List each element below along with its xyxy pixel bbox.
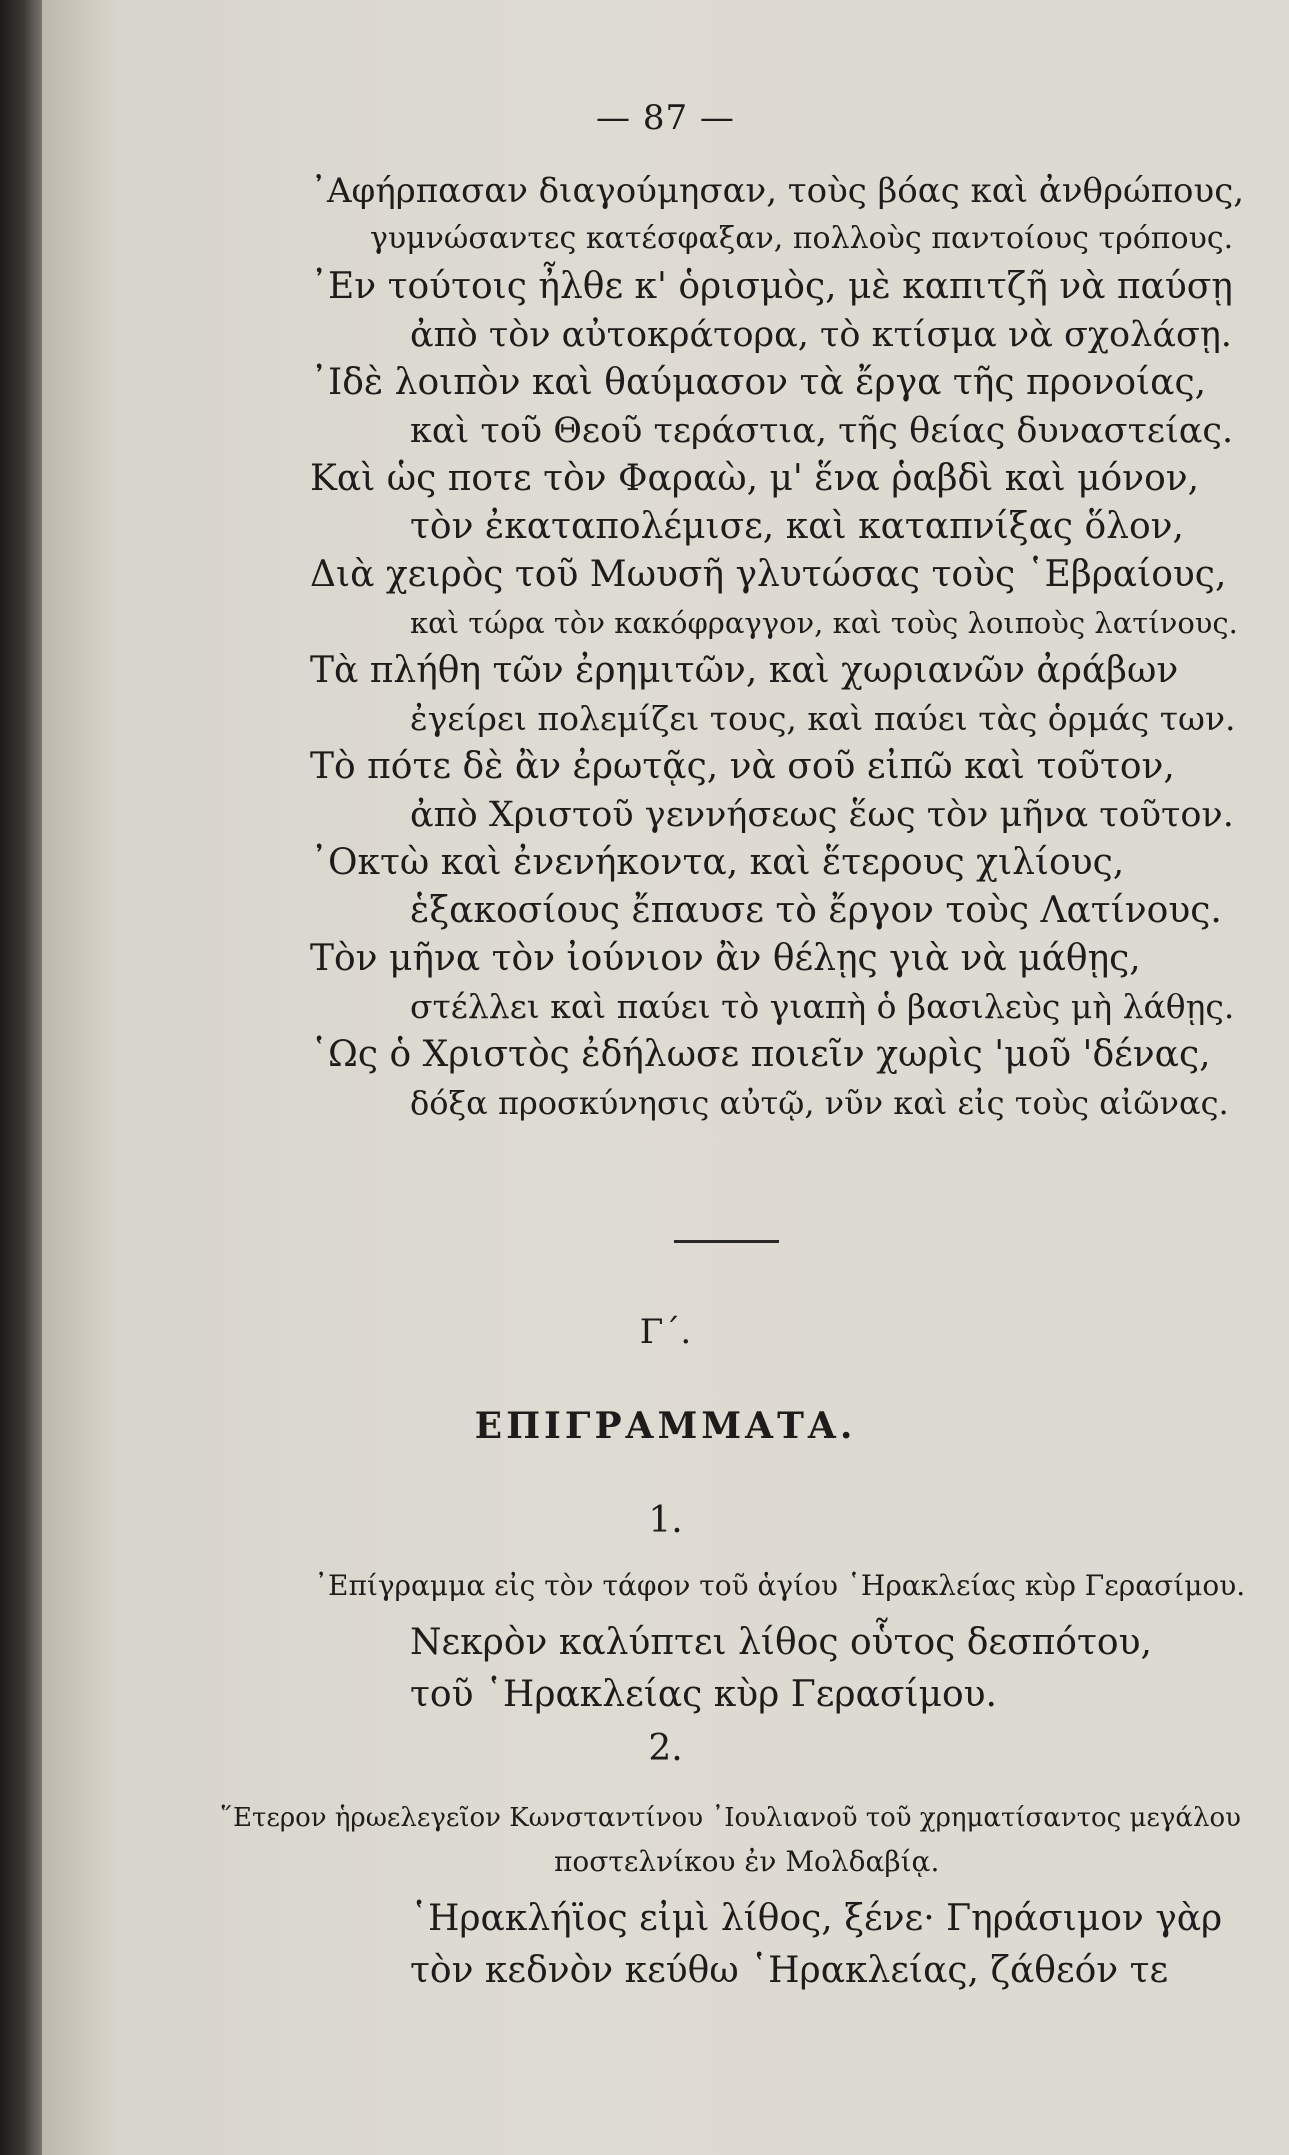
section-divider — [674, 1240, 779, 1243]
poem-line: ἀπὸ Χριστοῦ γεννήσεως ἕως τὸν μῆνα τοῦτον. — [410, 795, 1234, 835]
epigram-heading: ᾿Επίγραμμα εἰς τὸν τάφον τοῦ ἁγίου ῾Ηρακλείας κὺρ Γερασίμου. — [314, 1569, 1246, 1602]
epigram-number: 1. — [648, 1500, 683, 1541]
poem-line: καὶ τώρα τὸν κακόφραγγον, καὶ τοὺς λοιποὺς λατίνους. — [410, 606, 1238, 640]
book-binding-shadow — [0, 0, 42, 2155]
section-letter: Γ΄. — [639, 1312, 692, 1352]
poem-line: Τὰ πλήθη τῶν ἐρημιτῶν, καὶ χωριανῶν ἀράβων — [310, 650, 1179, 691]
section-title: ΕΠΙΓΡΑΜΜΑΤΑ. — [474, 1405, 857, 1447]
epigram-number: 2. — [648, 1728, 683, 1769]
poem-line: ᾿Εν τούτοις ἦλθε κ' ὁρισμὸς, μὲ καπιτζῆ νὰ παύσῃ — [310, 266, 1233, 307]
page-number: — 87 — — [596, 98, 735, 138]
poem-line: τὸν ἐκαταπολέμισε, καὶ καταπνίξας ὅλον, — [410, 506, 1184, 547]
poem-line: ἑξακοσίους ἔπαυσε τὸ ἔργον τοὺς Λατίνους. — [410, 890, 1222, 931]
epigram-heading: ῞Ετερον ἡρωελεγεῖον Κωνσταντίνου ᾿Ιουλιανοῦ τοῦ χρηματίσαντος μεγάλου — [220, 1803, 1241, 1833]
poem-line: ᾿Οκτὼ καὶ ἐνενήκοντα, καὶ ἕτερους χιλίους, — [310, 842, 1125, 883]
poem-line: Τὸν μῆνα τὸν ἰούνιον ἂν θέλῃς γιὰ νὰ μάθῃς, — [310, 938, 1141, 979]
poem-line: ῾Ως ὁ Χριστὸς ἐδήλωσε ποιεῖν χωρὶς 'μοῦ 'δένας, — [310, 1034, 1211, 1075]
poem-line: δόξα προσκύνησις αὐτῷ, νῦν καὶ εἰς τοὺς αἰῶνας. — [410, 1084, 1229, 1122]
poem-line: ᾿Ιδὲ λοιπὸν καὶ θαύμασον τὰ ἔργα τῆς προνοίας, — [310, 362, 1207, 403]
poem-line: καὶ τοῦ Θεοῦ τεράστια, τῆς θείας δυναστείας. — [410, 411, 1234, 451]
epigram-line: ῾Ηρακλήϊος εἰμὶ λίθος, ξένε· Γηράσιμον γὰρ — [410, 1898, 1223, 1939]
epigram-heading-continuation: ποστελνίκου ἐν Μολδαβίᾳ. — [554, 1845, 940, 1878]
poem-line: ᾿Αφήρπασαν διαγούμησαν, τοὺς βόας καὶ ἀνθρώπους, — [310, 171, 1245, 211]
epigram-line: τὸν κεδνὸν κεύθω ῾Ηρακλείας, ζάθεόν τε — [410, 1950, 1169, 1991]
poem-line: Καὶ ὡς ποτε τὸν Φαραὼ, μ' ἕνα ῥαβδὶ καὶ μόνον, — [310, 458, 1200, 499]
poem-line: Τὸ πότε δὲ ἂν ἐρωτᾷς, νὰ σοῦ εἰπῶ καὶ τοῦτον, — [310, 746, 1175, 787]
poem-line: Διὰ χειρὸς τοῦ Μωυσῆ γλυτώσας τοὺς ῾Εβραίους, — [310, 554, 1227, 595]
book-page — [42, 0, 1289, 2155]
epigram-line: τοῦ ῾Ηρακλείας κὺρ Γερασίμου. — [410, 1674, 997, 1715]
poem-line: στέλλει καὶ παύει τὸ γιαπὴ ὁ βασιλεὺς μὴ λάθῃς. — [410, 987, 1235, 1026]
poem-line: ἀπὸ τὸν αὐτοκράτορα, τὸ κτίσμα νὰ σχολάσῃ. — [410, 315, 1232, 355]
poem-line: ἐγείρει πολεμίζει τους, καὶ παύει τὰς ὁρμάς των. — [410, 699, 1236, 738]
epigram-line: Νεκρὸν καλύπτει λίθος οὗτος δεσπότου, — [410, 1622, 1152, 1663]
poem-line: γυμνώσαντες κατέσφαξαν, πολλοὺς παντοίους τρόπους. — [370, 221, 1234, 256]
